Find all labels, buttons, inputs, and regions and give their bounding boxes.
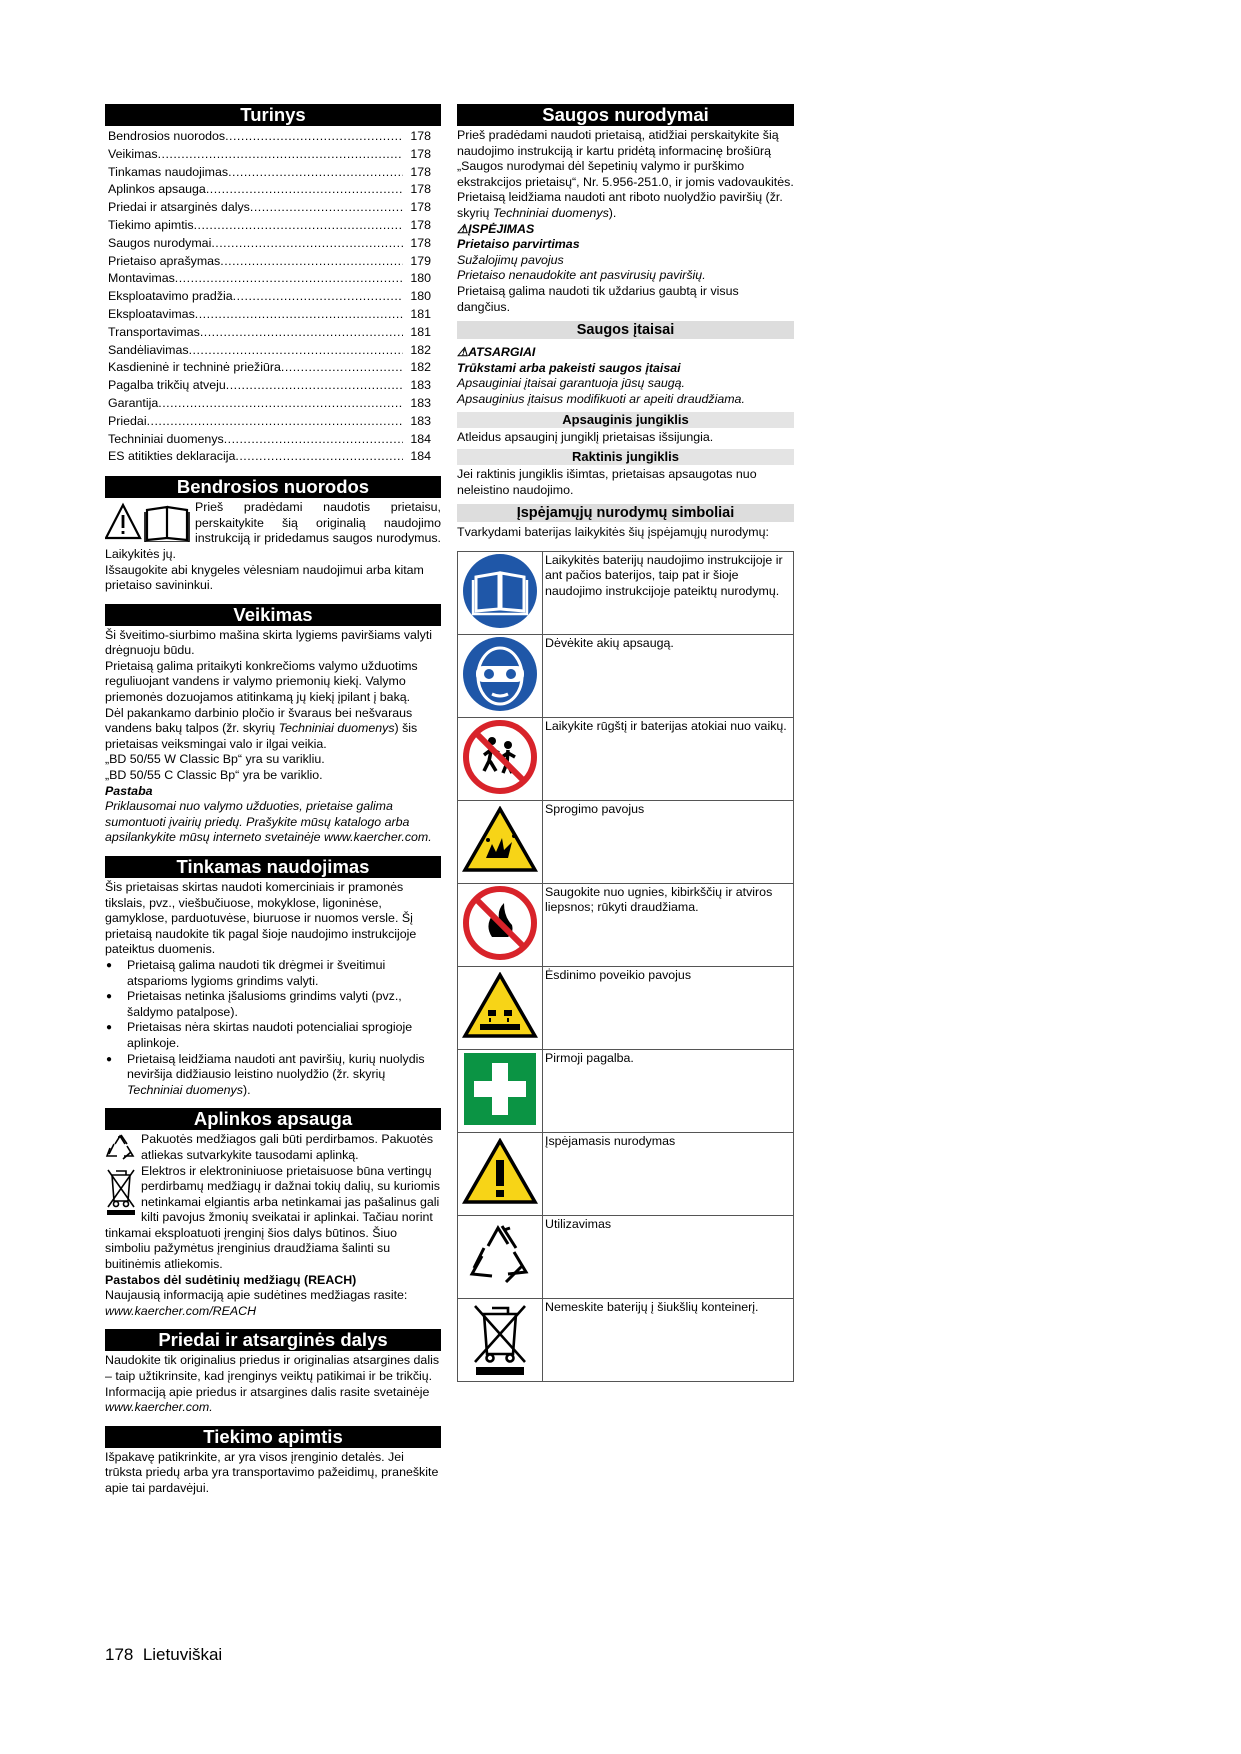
toc-item[interactable] [108,413,441,431]
toc-item-page: 184 [410,449,431,464]
reach-text: Naujausią informaciją apie sudėtines medžiagas rasite: [105,1288,408,1303]
symbol-row [458,634,794,717]
toc-item-label: Prietaiso aprašymas [108,253,221,268]
warning-read-manual-icon [105,502,191,542]
toc-item-label: Tinkamas naudojimas [108,164,229,179]
toc-item-page: 178 [410,129,431,143]
warning-hazard: Sužalojimų pavojus [457,252,564,267]
function-note-title: Pastaba [105,783,153,798]
toc-item-page: 182 [410,342,431,357]
toc-leader [200,324,403,342]
toc-item[interactable] [108,395,441,413]
symbol-text: Utilizavimas [543,1215,794,1298]
safety-heading: Saugos nurodymai [457,104,794,126]
environment-heading: Aplinkos apsauga [105,1108,441,1130]
key-switch-text: Jei raktinis jungiklis išimtas, prietaisas apsaugotas nuo neleistino naudojimo. [457,467,757,497]
warning-icon [462,1138,538,1206]
warning-label [457,222,794,238]
general-text-2: Išsaugokite abi knygeles vėlesniam naudojimui arba kitam prietaiso savininkui. [105,562,424,593]
section-intended-use [105,856,441,1098]
toc-item-page: 180 [410,271,431,286]
safety-text-2b: ). [608,205,617,220]
function-text-3a: Dėl pakankamo darbinio pločio ir švaraus bei nešvaraus vandens bakų talpos (žr. skyrių [105,705,413,736]
toc-item-label: Priedai ir atsarginės dalys [108,200,250,215]
toc-item-page: 183 [410,395,431,410]
intended-bullet-4 [105,1052,441,1099]
toc-leader [206,181,403,199]
symbol-text: Ėsdinimo poveikio pavojus [543,966,794,1049]
section-scope [105,1426,441,1497]
no-trash-bin-icon [470,1300,530,1376]
toc-item-page: 183 [410,413,431,428]
warning-book-icons [105,502,191,546]
toc-item[interactable] [108,324,441,342]
toc-item-page: 183 [410,378,431,393]
toc-item-label: Aplinkos apsauga [108,182,206,197]
toc-leader [224,431,403,449]
toc-list [105,128,441,466]
toc-item-page: 178 [410,182,431,197]
warning-title: Prietaiso parvirtimas [457,237,580,252]
toc-item-page: 179 [410,253,431,268]
safety-switch-text: Atleidus apsauginį jungiklį prietaisas išsijungia. [457,429,714,444]
toc-leader [194,217,403,235]
toc-leader [211,235,403,253]
toc-item-label: Tiekimo apimtis [108,217,194,232]
read-manual-icon [462,553,538,629]
corrosive-icon [462,972,538,1040]
safety-ref-link[interactable]: Techniniai duomenys [492,205,609,220]
symbol-row [458,966,794,1049]
toc-item[interactable] [108,128,441,146]
caution-title: Trūkstami arba pakeisti saugos įtaisai [457,360,681,375]
toc-leader [228,164,403,182]
toc-item-page: 178 [410,217,431,232]
function-text-1: Ši šveitimo-siurbimo mašina skirta lygiems paviršiams valyti drėgnuoju būdu. [105,627,433,658]
toc-item-label: Saugos nurodymai [108,235,212,250]
reach-link[interactable]: www.kaercher.com/REACH [105,1303,257,1318]
function-text-5: „BD 50/55 C Classic Bp“ yra be variklio. [105,768,323,783]
accessories-text-1: Naudokite tik originalius priedus ir originalias atsargines dalis – taip užtikrinsite, kad įrenginys veiktų patikimai ir be trikčių. [105,1353,440,1384]
section-general [105,476,441,594]
symbols-intro: Tvarkydami baterijas laikykitės šių įspėjamųjų nurodymų: [457,525,769,540]
eye-protection-icon [462,636,538,712]
intended-list [105,958,441,1098]
recycling-icon [105,1132,137,1162]
safety-text-3: Prietaisą galima naudoti tik uždarius gaubtą ir visus dangčius. [457,283,739,314]
caution-label [457,345,794,361]
intended-heading: Tinkamas naudojimas [105,856,441,878]
safety-text-1: Prieš pradėdami naudoti prietaisą, atidžiai perskaitykite šią naudojimo instrukciją ir kartu pridėtą informacinę brošiūrą „Saugos nurodymai dėl šepetinių valymo ir purškimo ekstrakcijos prietaisų“, Nr. 5.956-251.0, ir jomis vadovaukitės. [457,128,794,189]
toc-item-label: Bendrosios nuorodos [108,129,226,143]
caution-label-text: ATSARGIAI [468,345,536,360]
toc-item-label: Eksploatavimas [108,306,195,321]
symbol-row [458,1298,794,1381]
toc-leader [235,448,403,466]
right-column [457,104,794,1382]
toc-item-page: 181 [410,306,431,321]
function-note-text: Priklausomai nuo valymo užduoties, prietaise galima sumontuoti įvairių priedų. Prašykite mūsų katalogo arba apsilankykite mūsų interneto svetainėje www.kaercher.com. [105,799,432,845]
toc-item-page: 181 [410,324,431,339]
warning-label-text: ĮSPĖJIMAS [468,221,535,236]
caution-line-2: Apsauginius įtaisus modifikuoti ar apeiti draudžiama. [457,391,745,406]
footer-language: Lietuviškai [142,1645,223,1664]
symbol-row [458,800,794,883]
toc-item-label: Eksploatavimo pradžia [108,289,233,304]
toc-leader [175,270,403,288]
toc-leader [226,377,403,395]
toc-item[interactable] [108,181,441,199]
symbol-row [458,883,794,966]
toc-item[interactable] [108,270,441,288]
toc-item-page: 184 [410,431,431,446]
symbol-text: Sprogimo pavojus [543,800,794,883]
toc-item[interactable] [108,448,441,466]
toc-leader [220,253,403,271]
function-text-3 [105,706,441,753]
symbol-text: Įspėjamasis nurodymas [543,1132,794,1215]
toc-item-label: Techniniai duomenys [108,431,224,446]
environment-icons [105,1132,139,1219]
toc-item-label: Montavimas [108,271,175,286]
accessories-text-2a: Informaciją apie priedus ir atsargines dalis rasite svetainėje [105,1384,430,1399]
safety-text-2a: Prietaisą leidžiama naudoti ant riboto nuolydžio paviršių (žr. skyrių [457,190,783,220]
general-heading: Bendrosios nuorodos [105,476,441,498]
scope-text: Išpakavę patikrinkite, ar yra visos įrenginio detalės. Jei trūksta priedų arba yra transportavimo pažeidimų, praneškite apie tai pardavėjui. [105,1449,439,1496]
toc-item[interactable] [108,431,441,449]
toc-leader [147,413,403,431]
toc-item-page: 182 [410,360,431,375]
section-accessories [105,1329,441,1415]
symbol-text: Laikykitės baterijų naudojimo instrukcijoje ir ant pačios baterijos, taip pat ir šioje naudojimo instrukcijoje pateiktų nurodymų. [543,551,794,634]
page-footer [105,1647,222,1663]
toc-item[interactable] [108,306,441,324]
toc-leader [233,288,403,306]
general-text-1: Prieš pradėdami naudotis prietaisu, perskaitykite šią originalią naudojimo instrukciją ir pridedamus saugos nurodymus. Laikykitės jų. [105,500,441,561]
symbol-row [458,1215,794,1298]
toc-item-page: 178 [410,146,431,161]
first-aid-icon [462,1051,538,1127]
no-fire-icon [462,885,538,961]
symbols-table [457,551,794,1382]
toc-leader [189,342,403,360]
intended-bullet-1: ● Prietaisą galima naudoti tik drėgmei ir šveitimui atsparioms lygioms grindims valyti. [105,958,441,989]
left-column [105,104,441,1497]
section-environment [105,1108,441,1319]
safety-text-2 [457,190,794,221]
accessories-link[interactable]: www.kaercher.com. [105,1400,213,1415]
toc-item[interactable] [108,359,441,377]
symbol-row [458,1132,794,1215]
toc-heading: Turinys [105,104,441,126]
symbol-row [458,551,794,634]
toc-item[interactable] [108,146,441,164]
intended-bullet-4a: Prietaisą leidžiama naudoti ant paviršių, kurių nuolydis neviršija didžiausio leistino nuolydžio (žr. skyrių [127,1051,425,1082]
accessories-heading: Priedai ir atsarginės dalys [105,1329,441,1351]
explosion-hazard-icon [462,806,538,874]
intended-bullet-2: ● Prietaisas netinka įšalusioms grindims valyti (pvz., šaldymo patalpose). [105,989,441,1020]
symbol-text: Nemeskite baterijų į šiukšlių konteinerį. [543,1298,794,1381]
symbol-text: Saugokite nuo ugnies, kibirkščių ir atviros liepsnos; rūkyti draudžiama. [543,883,794,966]
function-text-3b: ) šis prietaisas veiksmingai valo ir ilgai veikia. [105,721,418,751]
toc-item[interactable] [108,253,441,271]
toc-item[interactable] [108,164,441,182]
toc-item-label: Veikimas [108,146,158,161]
intended-bullet-4b: ). [242,1082,251,1097]
symbol-row [458,717,794,800]
toc-item[interactable] [108,199,441,217]
symbols-heading: Įspėjamųjų nurodymų simboliai [457,504,794,522]
page-number: 178 [105,1645,134,1664]
safety-devices-heading: Saugos įtaisai [457,321,794,339]
toc-item-page: 178 [410,200,431,215]
warning-triangle-icon: ⚠ [457,221,469,236]
function-text-4: „BD 50/55 W Classic Bp“ yra su varikliu. [105,752,325,767]
symbol-text: Laikykite rūgštį ir baterijas atokiai nuo vaikų. [543,717,794,800]
reach-title: Pastabos dėl sudėtinių medžiagų (REACH) [105,1272,357,1287]
toc-item-page: 180 [410,289,431,304]
intended-ref-link[interactable]: Techniniai duomenys [127,1082,243,1097]
weee-bin-icon [105,1167,137,1215]
toc-item-label: Transportavimas [108,324,200,339]
intended-text-1: Šis prietaisas skirtas naudoti komerciniais ir pramonės tikslais, pvz., viešbučiuose, mokyklose, ligoninėse, gamyklose, parduotuvėse, biuruose ir nuomos versle. Šį prietaisą naudokite tik pagal šioje naudojimo instrukcijoje pateiktus duomenis. [105,880,417,957]
toc-item[interactable] [108,217,441,235]
toc-item-label: Pagalba trikčių atveju [108,378,226,393]
toc-item[interactable] [108,342,441,360]
function-ref-link[interactable]: Techniniai duomenys [278,721,395,736]
toc-leader [250,199,403,217]
toc-leader [158,146,403,164]
safety-switch-heading: Apsauginis jungiklis [457,412,794,428]
toc-leader [158,395,403,413]
environment-text-2: Elektros ir elektroniniuose prietaisuose būna vertingų perdirbamų medžiagų ir dažnai tokių dalių, su kuriomis netinkamai elgiantis arba netinkamai jas pašalinus gali kilti pavojus žmonių sveikatai ir aplinkai. Tačiau norint tinkamai eksploatuoti įrenginį šios dalys būtinos. Šiuo simboliu pažymėtus įrenginius draudžiama šalinti su buitinėmis atliekomis. [105,1163,440,1272]
toc-leader [225,128,403,146]
accessories-text-2 [105,1385,441,1416]
toc-item-label: ES atitikties deklaracija [108,449,236,464]
scope-heading: Tiekimo apimtis [105,1426,441,1448]
warning-action: Prietaiso nenaudokite ant pasvirusių paviršių. [457,268,706,283]
symbol-text: Pirmoji pagalba. [543,1049,794,1132]
environment-text-1: Pakuotės medžiagos gali būti perdirbamos. Pakuotės atliekas sutvarkykite tausodami aplinką. [141,1132,434,1162]
toc-item-label: Kasdieninė ir techninė priežiūra [108,360,281,375]
toc-item[interactable] [108,377,441,395]
toc-item-label: Garantija [108,395,159,410]
toc-leader [281,359,403,377]
symbol-row [458,1049,794,1132]
key-switch-heading: Raktinis jungiklis [457,449,794,465]
toc-item-label: Priedai [108,413,147,428]
function-heading: Veikimas [105,604,441,626]
toc-item[interactable] [108,235,441,253]
toc-item-page: 178 [410,164,431,179]
toc-leader [195,306,403,324]
toc-item[interactable] [108,288,441,306]
recycling-icon [462,1220,538,1290]
intended-bullet-3: ● Prietaisas nėra skirtas naudoti potencialiai sprogioje aplinkoje. [105,1020,441,1051]
symbol-text: Dėvėkite akių apsaugą. [543,634,794,717]
toc-item-page: 178 [410,235,431,250]
function-text-2: Prietaisą galima pritaikyti konkrečioms valymo užduotims reguliuojant vandens ir valymo priemonių kiekį. Valymo priemonės dozuojamos atitinkamą jų kiekį įpilant į baką. [105,658,418,705]
toc-item-label: Sandėliavimas [108,342,189,357]
caution-triangle-icon: ⚠ [457,345,469,360]
section-function [105,604,441,846]
caution-line-1: Apsauginiai įtaisai garantuoja jūsų saugą. [457,376,686,391]
keep-away-children-icon [462,719,538,795]
